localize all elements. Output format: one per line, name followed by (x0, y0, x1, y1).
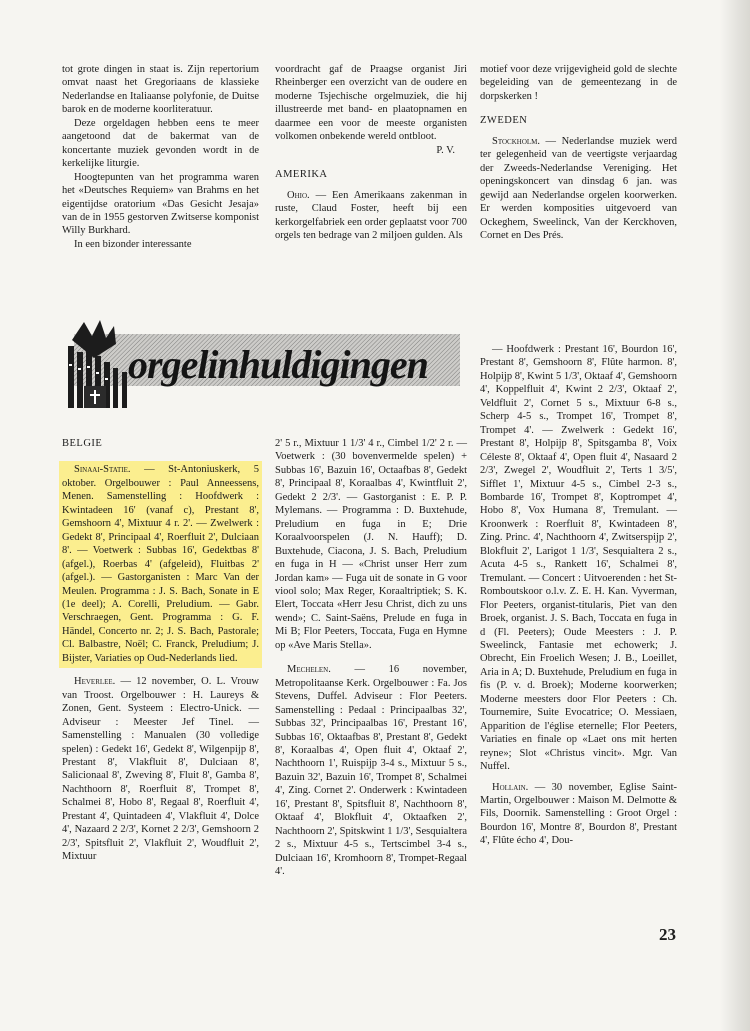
entry-text: — St-Antoniuskerk, 5 oktober. Orgelbouwer : Paul Anneessens, Menen. Samenstelling : Hoofdwerk : Kwintadeen 16' (vanaf c), Prestant 8', Gemshoorn 4', Mixtuur 4 r. 2'. — Zwelwerk : Gedekt 8', Principaal 4', Roerfluit 2', Dulciaan 8'. — Voetwerk : Subbas 16', Gedektbas 8' (afgel.), Roerbas 4' (afgeleid), Fluitbas 2' (afgel.). — Gastorganisten : Marc Van der Meulen. Programma : J. S. Bach, Sonate in E (1e deel); A. Corelli, Preludium. — Gabr. Verschraegen, Gent. Programma : G. F. Händel, Concerto nr. 2; J. S. Bach, Pastorale; Cl. Balbastre, Noël; C. Franck, Preludium; J. Bijster, Variaties op Oud-Nederlands lied. (62, 464, 259, 664)
spacer (480, 128, 677, 135)
paragraph: tot grote dingen in staat is. Zijn repertorium omvat naast het Gregoriaans de klassieke Nederlandse en Italiaanse polyfonie, de Duitse barok en de moderne koorliteratuur. (62, 64, 259, 116)
entry-sinaai (62, 463, 259, 665)
place-name: Sinaai-Statie. (74, 464, 131, 476)
column-1-top (62, 63, 259, 251)
spacer (62, 450, 259, 461)
paragraph: motief voor deze vrijgevigheid gold de slechte begeleiding van de gemeentezang in de dorpskerken ! (480, 64, 677, 102)
spacer (480, 774, 677, 781)
spacer (275, 157, 467, 168)
paragraph: voordracht gaf de Praagse organist Jiri Rheinberger een overzicht van de oudere en moderne Tsjechische orgelmuziek, die hij illustreerde met band- en plaatopnamen en daarmee een voor de meeste organisten volkomen onbekende wereld ontbloot. (275, 64, 467, 143)
paragraph: Hoogtepunten van het programma waren het «Deutsches Requiem» van Brahms en het eigentijdse oratorium «Das Gesicht Jesaja» van de in 1955 gestorven Zwitserse komponist Willy Burkhard. (62, 171, 259, 237)
place-name: Heverlee. (74, 676, 116, 688)
entry-hollain (480, 781, 677, 848)
author-signature: P. V. (436, 144, 455, 156)
spacer (62, 668, 259, 675)
paragraph: Deze orgeldagen hebben eens te meer aangetoond dat de bakermat van de koncertante muziek gevonden wordt in de kerkelijke liturgie. (62, 117, 259, 170)
highlighted-entry-sinaai (59, 461, 262, 668)
banner-title: orgelinhuldigingen (128, 342, 428, 387)
column-2-top (275, 63, 467, 242)
spacer (275, 652, 467, 663)
entry-text: — Nederlandse muziek werd ter gelegenheid van de veertigste verjaardag der Zweeds-Nederlandse Vereniging. Het openingskoncert van dinsdag 6 jan. was gewijd aan Nederlandse orgelen koorwerken. Er werden komposities uitgevoerd van Ockeghem, Sweelinck, Van der Kerckhoven, Cornet en Des Prés. (480, 135, 677, 241)
place-name: Mechelen. (287, 664, 331, 676)
spacer (275, 182, 467, 189)
paragraph: — Hoofdwerk : Prestant 16', Bourdon 16', Prestant 8', Gemshoorn 8', Flûte harmon. 8', Holpijp 8', Kwint 5 1/3', Oktaaf 4', Gemshoorn 4', Koppelfluit 4', Kwint 2 2/3', Oktaaf 2', Veldfluit 2', Cornet 5 s., Mixtuur 6-8 s., Scherp 4-5 s., Trompet 16', Trompet 8', Trompet 4'. — Zwelwerk : Gedekt 16', Prestant 8', Holpijp 8', Spitsgamba 8', Voix Céleste 8', Oktaaf 4', Open fluit 4', Nasaard 2 2/3', Zwegel 2', Woudfluit 2', Terts 1 3/5', Sifflet 1', Mixtuur 4-5 s., Cimbel 2-3 s., Bombarde 16', Trompet 8', Koptrompet 4', Hobo 8', Vox Humana 8', Tremulant. — Kroonwerk : Roerfluit 8', Kwintadeen 8', Zing. Princ. 4', Nachthoorn 4', Zwitserspijp 2', Blokfluit 2', Larigot 1 1/3', Sesquialtera 2 s., Acuta 4-5 s., Rankett 16', Schalmei 8', Tremulant. — Concert : Uitvoerenden : het St-Romboutskoor o.l.v. Z. E. H. Kan. Vyverman, Flor Peeters, organist-titularis, Piet van den Broek, organist. J. S. Bach, Toccata en fuga in d (Fl. Peeters); Oude Meesters : J. P. Sweelinck, Fantasie met echowerk; J. Obrecht, Ein Froelich Wesen; J. B., Loeillet, Aria in A; D. Buxtehude, Preludium en fuga in fis (P. v. d. Broek); Moderne koorwerken; Moderne meesters door Flor Peeters : Ch. Tournemire, Suite Evocatrice; O. Messiaen, Apparition de l'église eternelle; Flor Peeters, Variaties en finale op «Laet ons mit herten reyne»; Slot «Christus vincit». Mgr. Van Nuffel. (480, 344, 677, 773)
entry-heverlee (62, 675, 259, 863)
section-heading-belgie: BELGIE (62, 438, 103, 449)
section-heading-amerika: AMERIKA (275, 169, 328, 181)
place-name: Ohio. (287, 189, 310, 201)
entry-stockholm (480, 135, 677, 243)
column-2-bottom (275, 437, 467, 879)
section-heading-zweden: ZWEDEN (480, 115, 528, 127)
section-banner (64, 318, 462, 412)
place-name: Hollain. (492, 781, 529, 793)
column-3-bottom (480, 343, 677, 848)
spacer (480, 103, 677, 114)
entry-ohio (275, 189, 467, 243)
page-edge-shadow (720, 0, 750, 1031)
page-number: 23 (659, 925, 676, 944)
organ-pipes-illustration (64, 318, 462, 412)
entry-text: — 30 november, Eglise Saint-Martin, Orgelbouwer : Maison M. Delmotte & Fils, Doornik. Samenstelling : Groot Orgel : Bourdon 16', Montre 8', Bourdon 8', Prestant 4', Flûte écho 4', Dou- (480, 781, 678, 847)
entry-mechelen (275, 663, 467, 878)
column-1-bottom (62, 437, 259, 864)
entry-text: — 12 november, O. L. Vrouw van Troost. Orgelbouwer : H. Laureys & Zonen, Gent. Systeem : Electro-Unick. — Adviseur : Meester Jef Tinel. — Samenstelling : Manualen (30 volledige spelen) : Gedekt 16', Gedekt 8', Wilgenpijp 8', Prestant 8', Vlakfluit 8', Dulciaan 8', Salicionaal 8', Zweving 8', Fluit 8', Gamba 8', Nachthoorn 8', Roerfluit 8', Trompet 8', Schalmei 8', Hobo 8', Regaal 8', Roerfluit 4', Prestant 4', Quintadeen 4', Vlakfluit 4', Dolce 4', Nazaard 2 2/3', Kornet 2 2/3', Gemshoorn 2 2/3', Spitsfluit 2', Vlakfluit 2', Woudfluit 2', Mixtuur (62, 676, 260, 863)
paragraph: In een bizonder interessante (74, 238, 192, 250)
column-3-top (480, 63, 677, 242)
paragraph: 2' 5 r., Mixtuur 1 1/3' 4 r., Cimbel 1/2' 2 r. — Voetwerk : (30 bovenvermelde spelen) + Subbas 16', Bazuin 16', Octaafbas 8', Gedekt 8', Principaal 8', Koraalbas 4', Kwintfluit 2', Gedekt 2 2/3'. — Gastorganist : E. P. P. Mylemans. — Programma : D. Buxtehude, Preludium en fuga in E; Drie Koraalvoorspelen (J. N. Hauff); D. Buxtehude, Ciacona, J. S. Bach, Preludium en fuga in H — «Christ unser Herr zum Jordan kam» — Fuga uit de sonate in G voor viool solo; Max Reger, Koraaltriptiek; S. K. Elert, Toccata «Herr Jesu Christ, dich zu uns wend»; C. Saint-Saëns, Prelude en fuga in Mi B; Flor Peeters, Toccata, Fuga en Hymne op «Ave Maris Stella». (275, 438, 467, 651)
entry-text: — 16 november, Metropolitaanse Kerk. Orgelbouwer : Fa. Jos Stevens, Duffel. Adviseur : Flor Peeters. Samenstelling : Pedaal : Principaalbas 32', Subbas 32', Principaalbas 16', Prestant 16', Subbas 16', Oktaafbas 8', Prestant 8', Gedekt 8', Koraalbas 4', Open fluit 4', Oktaaf 2', Nachthoorn 1', Ruispijp 3-4 s., Mixtuur 5 s., Bazuin 32', Bazuin 16', Trompet 8', Schalmei 4', Zing. Cornet 2'. Onderwerk : Kwintadeen 16', Prestant 8', Spitsfluit 8', Nachthoorn 8', Oktaaf 4', Blokfluit 4', Oktaafken 2', Nachthoorn 2', Spitskwint 1 1/3', Sesquialtera 2 s., Mixtuur 4-5 s., Tertscimbel 3-4 s., Dulciaan 16', Kromhoorn 8', Trompet-Regaal 4'. (275, 664, 467, 878)
entry-text: — Een Amerikaans zakenman in ruste, Claud Foster, heeft bij een kerkorgelfabriek een order geplaatst voor 700 orgels ten bedrage van 2 miljoen gulden. Als (275, 189, 468, 241)
place-name: Stockholm. (492, 135, 541, 147)
